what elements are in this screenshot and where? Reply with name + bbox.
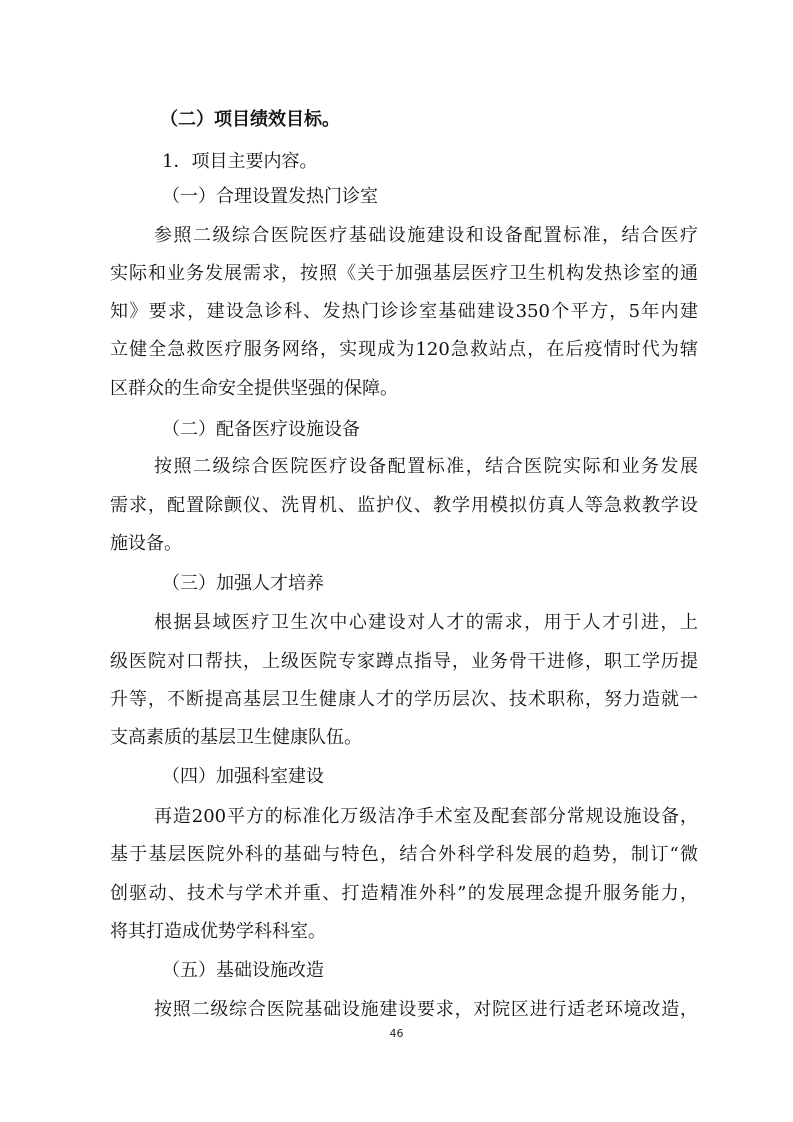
subsection-title-4: （四）加强科室建设 xyxy=(162,766,324,787)
paragraph-line: 实际和业务发展需求，按照《关于加强基层医疗卫生机构发热诊室的通 xyxy=(110,263,698,284)
paragraph-line: 基于基层医院外科的基础与特色，结合外科学科发展的趋势，制订“微 xyxy=(110,844,698,865)
paragraph-line: 升等，不断提高基层卫生健康人才的学历层次、技术职称，努力造就一 xyxy=(110,689,698,710)
item-title: 1．项目主要内容。 xyxy=(162,151,318,172)
paragraph-line: 再造200平方的标准化万级洁净手术室及配套部分常规设施设备， xyxy=(154,806,698,827)
paragraph-line: 区群众的生命安全提供坚强的保障。 xyxy=(110,378,398,399)
paragraph-line: 根据县域医疗卫生次中心建设对人才的需求，用于人才引进，上 xyxy=(154,612,698,633)
paragraph-line: 立健全急救医疗服务网络，实现成为120急救站点，在后疫情时代为辖 xyxy=(110,339,698,360)
subsection-title-1: （一）合理设置发热门诊室 xyxy=(162,186,378,207)
subsection-title-2: （二）配备医疗设施设备 xyxy=(162,419,360,440)
paragraph-line: 需求，配置除颤仪、洗胃机、监护仪、教学用模拟仿真人等急救教学设 xyxy=(110,495,698,516)
paragraph-line: 知》要求，建设急诊科、发热门诊诊室基础建设350个平方，5年内建 xyxy=(110,301,698,322)
subsection-title-3: （三）加强人才培养 xyxy=(162,573,324,594)
paragraph-line: 创驱动、技术与学术并重、打造精准外科”的发展理念提升服务能力， xyxy=(110,883,698,904)
paragraph-line: 按照二级综合医院基础设施建设要求，对院区进行适老环境改造， xyxy=(154,999,698,1020)
section-heading: （二）项目绩效目标。 xyxy=(160,109,340,130)
paragraph-line: 支高素质的基层卫生健康队伍。 xyxy=(110,727,362,748)
subsection-title-5: （五）基础设施改造 xyxy=(162,960,324,981)
paragraph-line: 施设备。 xyxy=(110,533,182,554)
paragraph-line: 按照二级综合医院医疗设备配置标准，结合医院实际和业务发展 xyxy=(154,456,698,477)
paragraph-line: 级医院对口帮扶，上级医院专家蹲点指导，业务骨干进修，职工学历提 xyxy=(110,651,698,672)
page-number: 46 xyxy=(389,1027,404,1040)
paragraph-line: 将其打造成优势学科科室。 xyxy=(110,921,326,942)
paragraph-line: 参照二级综合医院医疗基础设施建设和设备配置标准，结合医疗 xyxy=(154,225,698,246)
